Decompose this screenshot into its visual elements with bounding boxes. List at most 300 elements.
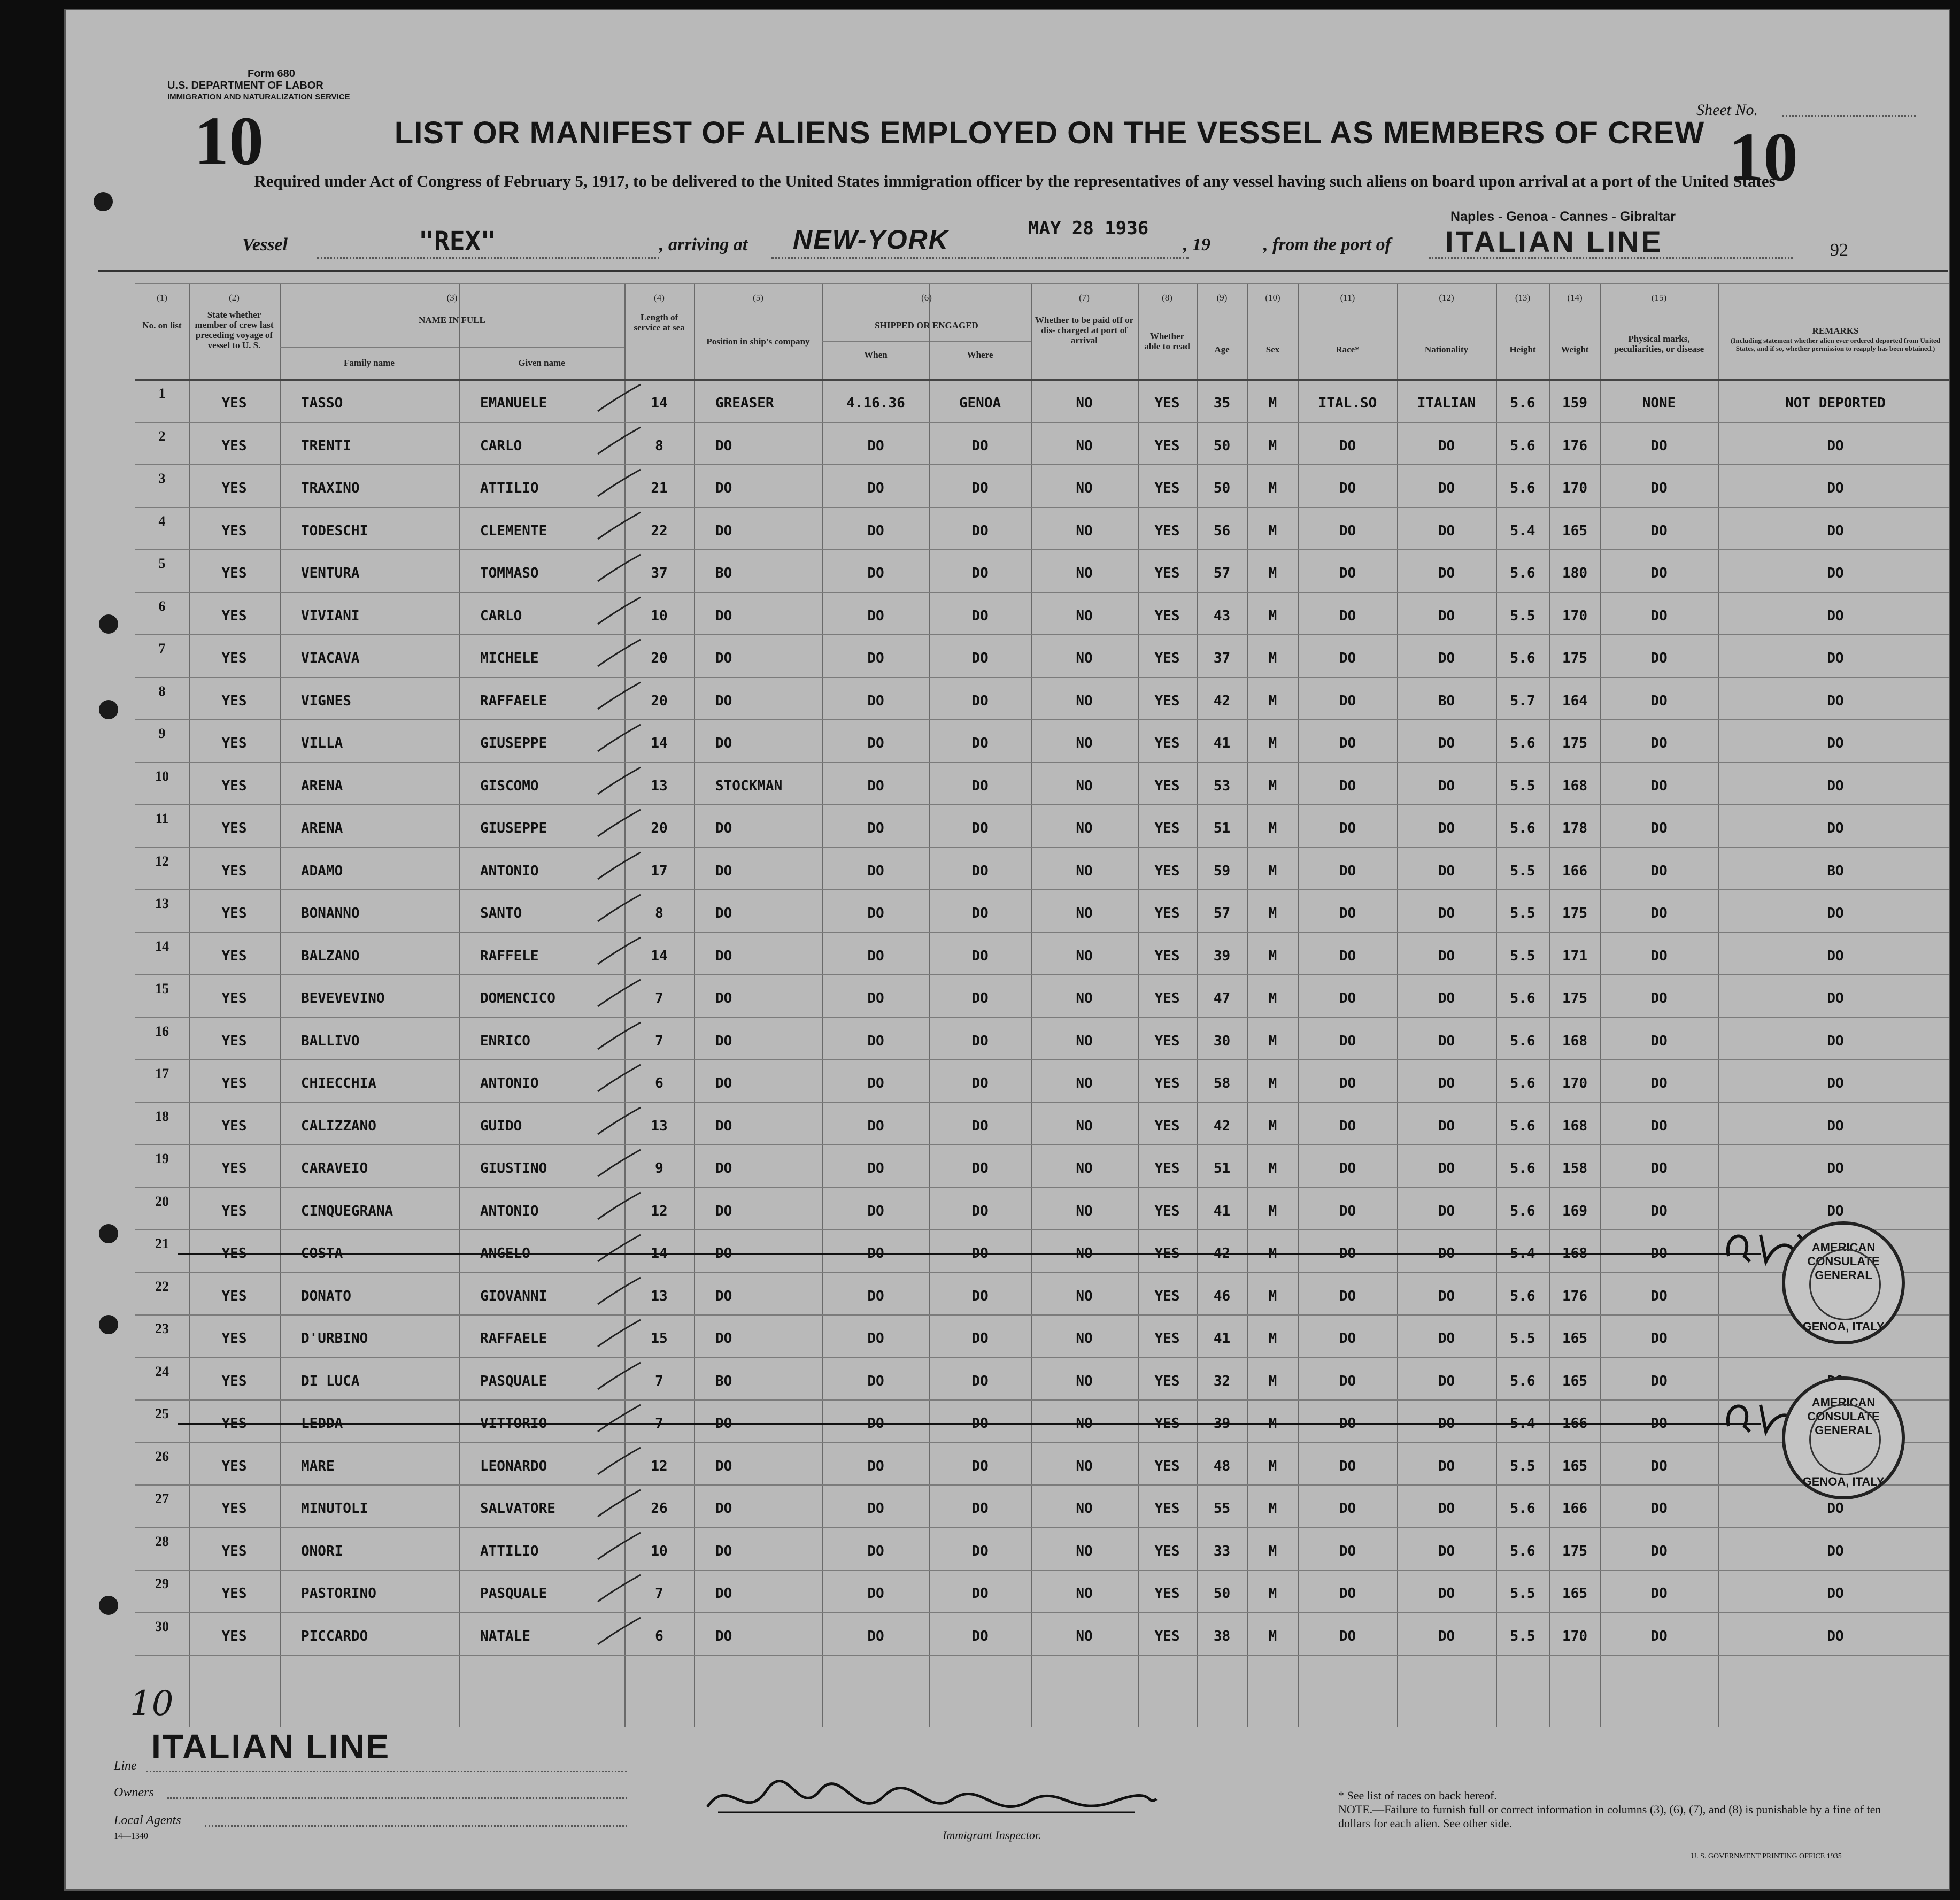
cell-nationality: BO [1438, 693, 1455, 709]
cell-prev: YES [221, 1160, 247, 1176]
column-divider [280, 283, 281, 1727]
column-header: Nationality [1424, 344, 1469, 355]
row-divider [135, 464, 1950, 465]
cell-read: YES [1154, 948, 1180, 964]
eagle-emblem-icon [1809, 1249, 1881, 1320]
cell-race: DO [1339, 1373, 1356, 1389]
cell-given: ATTILIO [480, 480, 539, 496]
cell-weight: 180 [1562, 565, 1587, 581]
row-divider [135, 974, 1950, 975]
cell-sex: M [1268, 1288, 1277, 1304]
cell-prev: YES [221, 607, 247, 624]
row-divider [135, 677, 1950, 678]
cell-remarks: DO [1827, 820, 1844, 836]
cell-remarks: DO [1827, 735, 1844, 751]
column-header: Physical marks, peculiarities, or disease [1614, 334, 1704, 354]
cell-sex: M [1268, 820, 1277, 836]
column-divider [694, 283, 695, 1727]
cell-nationality: DO [1438, 1416, 1455, 1432]
cell-service: 21 [651, 480, 668, 496]
cell-weight: 170 [1562, 1075, 1587, 1091]
row-divider [135, 1442, 1950, 1443]
manifest-sheet [64, 9, 1950, 1891]
cell-read: YES [1154, 1458, 1180, 1474]
cell-sex: M [1268, 565, 1277, 581]
cell-marks: DO [1650, 1203, 1668, 1219]
cell-position: STOCKMAN [715, 778, 783, 794]
cell-family: CINQUEGRANA [301, 1203, 393, 1219]
column-header: Family name [344, 358, 395, 368]
cell-read: YES [1154, 395, 1180, 411]
cell-given: ANTONIO [480, 1203, 539, 1219]
cell-sex: M [1268, 480, 1277, 496]
row-divider [135, 283, 1950, 284]
cell-age: 33 [1213, 1543, 1231, 1559]
cell-read: YES [1154, 905, 1180, 921]
cell-position: DO [715, 1245, 732, 1261]
cell-family: BEVEVEVINO [301, 990, 385, 1006]
cell-race: DO [1339, 1543, 1356, 1559]
check-mark-icon [595, 1232, 643, 1264]
cell-weight: 175 [1562, 735, 1587, 751]
cell-family: DI LUCA [301, 1373, 360, 1389]
cell-where: DO [971, 1458, 989, 1474]
cell-given: RAFFAELE [480, 1330, 547, 1347]
cell-marks: DO [1650, 990, 1668, 1006]
cell-nationality: DO [1438, 1330, 1455, 1347]
cell-position: DO [715, 1458, 732, 1474]
cell-height: 5.5 [1510, 863, 1535, 879]
cell-height: 5.6 [1510, 1203, 1535, 1219]
sheet-number-line [1782, 115, 1916, 117]
cell-weight: 175 [1562, 905, 1587, 921]
cell-when: DO [867, 1330, 884, 1347]
cell-paid-off: NO [1076, 1160, 1093, 1176]
cell-family: ARENA [301, 778, 343, 794]
cell-paid-off: NO [1076, 1501, 1093, 1517]
cell-where: DO [971, 820, 989, 836]
line-label: Line [114, 1759, 137, 1773]
cell-when: DO [867, 990, 884, 1006]
cell-sex: M [1268, 1160, 1277, 1176]
cell-height: 5.5 [1510, 1330, 1535, 1347]
cell-where: DO [971, 1160, 989, 1176]
row-divider [135, 1570, 1950, 1571]
cell-family: DONATO [301, 1288, 351, 1304]
row-number: 22 [155, 1278, 169, 1294]
cell-marks: DO [1650, 820, 1668, 836]
cell-prev: YES [221, 1330, 247, 1347]
cell-weight: 175 [1562, 1543, 1587, 1559]
cell-position: DO [715, 1586, 732, 1602]
owners-underline [167, 1797, 627, 1799]
cell-remarks: NOT DEPORTED [1785, 395, 1886, 411]
cell-age: 43 [1213, 607, 1231, 624]
cell-remarks: DO [1827, 1203, 1844, 1219]
punch-hole [99, 1315, 118, 1334]
column-divider [459, 283, 460, 1727]
cell-service: 7 [655, 1416, 663, 1432]
cell-prev: YES [221, 437, 247, 454]
cell-where: DO [971, 480, 989, 496]
cell-service: 10 [651, 607, 668, 624]
cell-weight: 164 [1562, 693, 1587, 709]
column-header: Whether to be paid off or dis- charged at port of arrival [1035, 315, 1134, 345]
penalty-note: NOTE.—Failure to furnish full or correct information in columns (3), (6), (7), and (8) is punishable by a fine of ten dollars for each alien. See other side. [1338, 1803, 1881, 1830]
column-header: Age [1214, 344, 1230, 355]
cell-family: VIVIANI [301, 607, 360, 624]
cell-marks: DO [1650, 1288, 1668, 1304]
cell-paid-off: NO [1076, 778, 1093, 794]
cell-position: DO [715, 480, 732, 496]
cell-position: DO [715, 1075, 732, 1091]
cell-age: 57 [1213, 905, 1231, 921]
row-number: 9 [158, 726, 166, 741]
cell-marks: DO [1650, 1501, 1668, 1517]
cell-family: PASTORINO [301, 1586, 376, 1602]
cell-given: GUIDO [480, 1118, 522, 1134]
cell-age: 32 [1213, 1373, 1231, 1389]
cell-family: MINUTOLI [301, 1501, 368, 1517]
cell-position: DO [715, 1033, 732, 1049]
cell-prev: YES [221, 522, 247, 539]
cell-given: RAFFAELE [480, 693, 547, 709]
row-number: 3 [158, 471, 166, 486]
cell-marks: DO [1650, 905, 1668, 921]
cell-prev: YES [221, 1501, 247, 1517]
cell-given: ANTONIO [480, 863, 539, 879]
check-mark-icon [595, 1615, 643, 1647]
row-number: 5 [158, 556, 166, 571]
cell-age: 41 [1213, 1330, 1231, 1347]
cell-family: VENTURA [301, 565, 360, 581]
cell-when: DO [867, 1416, 884, 1432]
cell-given: RAFFELE [480, 948, 539, 964]
cell-where: DO [971, 1075, 989, 1091]
cell-race: DO [1339, 1118, 1356, 1134]
cell-prev: YES [221, 1075, 247, 1091]
column-number: (14) [1567, 293, 1583, 303]
cell-nationality: ITALIAN [1417, 395, 1476, 411]
cell-age: 35 [1213, 395, 1231, 411]
column-header: State whether member of crew last preceding voyage of vessel to U. S. [195, 310, 274, 350]
cell-race: DO [1339, 990, 1356, 1006]
column-header: SHIPPED OR ENGAGED [875, 320, 978, 330]
cell-sex: M [1268, 437, 1277, 454]
cell-remarks: DO [1827, 905, 1844, 921]
cell-race: DO [1339, 565, 1356, 581]
strike-through-line [178, 1423, 1761, 1425]
punch-hole [99, 1224, 118, 1243]
cell-sex: M [1268, 607, 1277, 624]
cell-when: DO [867, 1543, 884, 1559]
cell-when: DO [867, 905, 884, 921]
row-divider [135, 592, 1950, 593]
arrival-date-stamp: MAY 28 1936 [1028, 218, 1149, 239]
cell-paid-off: NO [1076, 1373, 1093, 1389]
cell-read: YES [1154, 607, 1180, 624]
cell-when: DO [867, 1118, 884, 1134]
cell-weight: 178 [1562, 820, 1587, 836]
row-divider [135, 379, 1950, 381]
cell-position: DO [715, 905, 732, 921]
row-number: 4 [158, 513, 166, 529]
cell-position: DO [715, 650, 732, 666]
cell-prev: YES [221, 1288, 247, 1304]
cell-service: 37 [651, 565, 668, 581]
cell-height: 5.6 [1510, 820, 1535, 836]
cell-position: DO [715, 693, 732, 709]
cell-sex: M [1268, 1373, 1277, 1389]
subheader-divider [280, 347, 624, 348]
cell-sex: M [1268, 778, 1277, 794]
column-number: (2) [229, 293, 240, 303]
cell-age: 51 [1213, 1160, 1231, 1176]
cell-service: 14 [651, 395, 668, 411]
cell-nationality: DO [1438, 1203, 1455, 1219]
cell-service: 8 [655, 437, 663, 454]
cell-remarks: DO [1827, 1160, 1844, 1176]
inspector-label: Immigrant Inspector. [943, 1828, 1041, 1842]
cell-age: 30 [1213, 1033, 1231, 1049]
cell-read: YES [1154, 778, 1180, 794]
cell-paid-off: NO [1076, 437, 1093, 454]
cell-read: YES [1154, 1330, 1180, 1347]
cell-sex: M [1268, 1501, 1277, 1517]
check-mark-icon [595, 510, 643, 542]
cell-given: ANTONIO [480, 1075, 539, 1091]
cell-given: CLEMENTE [480, 522, 547, 539]
cell-remarks: DO [1827, 565, 1844, 581]
crew-table [135, 283, 1950, 1727]
cell-position: DO [715, 522, 732, 539]
column-number: (13) [1515, 293, 1531, 303]
cell-sex: M [1268, 1075, 1277, 1091]
cell-height: 5.5 [1510, 1586, 1535, 1602]
row-number: 2 [158, 428, 166, 444]
cell-weight: 159 [1562, 395, 1587, 411]
cell-given: PASQUALE [480, 1586, 547, 1602]
cell-where: DO [971, 1628, 989, 1644]
row-divider [135, 1655, 1950, 1656]
cell-paid-off: NO [1076, 990, 1093, 1006]
cell-given: GIUSEPPE [480, 820, 547, 836]
row-number: 16 [155, 1023, 169, 1039]
row-number: 1 [158, 386, 166, 401]
cell-when: DO [867, 1288, 884, 1304]
seal-text-top: AMERICAN CONSULATE GENERAL [1807, 1241, 1880, 1282]
page-reference: 92 [1830, 240, 1848, 260]
cell-weight: 168 [1562, 1118, 1587, 1134]
cell-where: DO [971, 1330, 989, 1347]
cell-service: 12 [651, 1203, 668, 1219]
cell-where: DO [971, 735, 989, 751]
cell-when: DO [867, 565, 884, 581]
cell-weight: 165 [1562, 522, 1587, 539]
cell-marks: DO [1650, 1118, 1668, 1134]
cell-race: DO [1339, 1330, 1356, 1347]
cell-nationality: DO [1438, 905, 1455, 921]
cell-nationality: DO [1438, 1288, 1455, 1304]
cell-paid-off: NO [1076, 1245, 1093, 1261]
cell-when: DO [867, 437, 884, 454]
cell-family: TASSO [301, 395, 343, 411]
cell-nationality: DO [1438, 437, 1455, 454]
cell-where: DO [971, 1501, 989, 1517]
cell-paid-off: NO [1076, 863, 1093, 879]
cell-nationality: DO [1438, 1543, 1455, 1559]
cell-family: BALLIVO [301, 1033, 360, 1049]
seal-text-bottom: GENOA, ITALY [1802, 1320, 1885, 1333]
cell-marks: DO [1650, 437, 1668, 454]
column-number: (5) [753, 293, 763, 303]
row-divider [135, 847, 1950, 848]
cell-sex: M [1268, 1586, 1277, 1602]
cell-height: 5.6 [1510, 480, 1535, 496]
cell-service: 14 [651, 735, 668, 751]
cell-nationality: DO [1438, 1586, 1455, 1602]
cell-family: BONANNO [301, 905, 360, 921]
check-mark-icon [595, 1020, 643, 1052]
cell-nationality: DO [1438, 1245, 1455, 1261]
cell-weight: 166 [1562, 863, 1587, 879]
cell-read: YES [1154, 1203, 1180, 1219]
cell-height: 5.4 [1510, 522, 1535, 539]
cell-read: YES [1154, 522, 1180, 539]
cell-read: YES [1154, 437, 1180, 454]
cell-family: ARENA [301, 820, 343, 836]
cell-where: DO [971, 565, 989, 581]
cell-remarks: DO [1827, 1543, 1844, 1559]
cell-remarks: DO [1827, 1075, 1844, 1091]
cell-nationality: DO [1438, 1033, 1455, 1049]
cell-age: 38 [1213, 1628, 1231, 1644]
cell-prev: YES [221, 693, 247, 709]
check-mark-icon [595, 850, 643, 882]
cell-sex: M [1268, 1458, 1277, 1474]
cell-position: DO [715, 990, 732, 1006]
column-header: Weight [1561, 344, 1589, 355]
check-mark-icon [595, 1572, 643, 1604]
cell-where: DO [971, 437, 989, 454]
cell-paid-off: NO [1076, 1543, 1093, 1559]
check-mark-icon [595, 1317, 643, 1349]
cell-weight: 175 [1562, 990, 1587, 1006]
cell-family: CARAVEIO [301, 1160, 368, 1176]
punch-hole [94, 192, 113, 211]
cell-when: DO [867, 607, 884, 624]
cell-given: EMANUELE [480, 395, 547, 411]
cell-service: 7 [655, 1373, 663, 1389]
cell-given: VITTORIO [480, 1416, 547, 1432]
cell-nationality: DO [1438, 1628, 1455, 1644]
cell-service: 20 [651, 650, 668, 666]
cell-weight: 168 [1562, 1033, 1587, 1049]
cell-sex: M [1268, 1203, 1277, 1219]
cell-paid-off: NO [1076, 1075, 1093, 1091]
column-header: Whether able to read [1144, 331, 1190, 351]
row-divider [135, 1059, 1950, 1060]
consulate-seal [1782, 1221, 1905, 1344]
cell-prev: YES [221, 1543, 247, 1559]
row-number: 25 [155, 1406, 169, 1421]
column-number: (3) [446, 293, 458, 303]
cell-race: DO [1339, 905, 1356, 921]
cell-where: DO [971, 650, 989, 666]
cell-weight: 166 [1562, 1501, 1587, 1517]
row-number: 18 [155, 1108, 169, 1124]
cell-race: DO [1339, 650, 1356, 666]
cell-weight: 176 [1562, 437, 1587, 454]
row-divider [135, 804, 1950, 805]
cell-sex: M [1268, 1118, 1277, 1134]
row-divider [135, 1272, 1950, 1273]
cell-nationality: DO [1438, 1118, 1455, 1134]
row-number: 30 [155, 1618, 169, 1634]
cell-race: DO [1339, 1416, 1356, 1432]
cell-paid-off: NO [1076, 565, 1093, 581]
cell-marks: DO [1650, 607, 1668, 624]
cell-height: 5.6 [1510, 565, 1535, 581]
cell-family: VILLA [301, 735, 343, 751]
cell-nationality: DO [1438, 778, 1455, 794]
cell-service: 20 [651, 820, 668, 836]
cell-marks: DO [1650, 1373, 1668, 1389]
printer-imprint: U. S. GOVERNMENT PRINTING OFFICE 1935 [1691, 1852, 1842, 1860]
cell-given: ENRICO [480, 1033, 530, 1049]
row-divider [135, 507, 1950, 508]
cell-prev: YES [221, 480, 247, 496]
cell-paid-off: NO [1076, 1203, 1093, 1219]
cell-remarks: DO [1827, 778, 1844, 794]
cell-nationality: DO [1438, 1160, 1455, 1176]
cell-paid-off: NO [1076, 1458, 1093, 1474]
cell-prev: YES [221, 1033, 247, 1049]
footer-line-stamp: ITALIAN LINE [151, 1727, 391, 1766]
column-number: (8) [1162, 293, 1172, 303]
cell-family: CALIZZANO [301, 1118, 376, 1134]
cell-service: 7 [655, 1033, 663, 1049]
vessel-underline [317, 257, 659, 259]
cell-when: DO [867, 948, 884, 964]
cell-age: 53 [1213, 778, 1231, 794]
cell-family: PICCARDO [301, 1628, 368, 1644]
cell-prev: YES [221, 948, 247, 964]
cell-family: TRENTI [301, 437, 351, 454]
cell-age: 41 [1213, 735, 1231, 751]
cell-when: DO [867, 1628, 884, 1644]
cell-given: CARLO [480, 607, 522, 624]
row-number: 8 [158, 683, 166, 699]
check-mark-icon [595, 680, 643, 712]
cell-read: YES [1154, 1416, 1180, 1432]
column-header: Race* [1336, 344, 1360, 355]
check-mark-icon [595, 1275, 643, 1307]
cell-prev: YES [221, 1118, 247, 1134]
cell-remarks: DO [1827, 990, 1844, 1006]
cell-race: DO [1339, 437, 1356, 454]
cell-paid-off: NO [1076, 650, 1093, 666]
seal-text-top: AMERICAN CONSULATE GENERAL [1807, 1396, 1880, 1437]
cell-position: DO [715, 820, 732, 836]
row-divider [135, 762, 1950, 763]
cell-where: DO [971, 607, 989, 624]
cell-read: YES [1154, 990, 1180, 1006]
department-name: U.S. DEPARTMENT OF LABOR [167, 80, 323, 91]
cell-where: DO [971, 1033, 989, 1049]
row-number: 27 [155, 1491, 169, 1506]
cell-paid-off: NO [1076, 607, 1093, 624]
